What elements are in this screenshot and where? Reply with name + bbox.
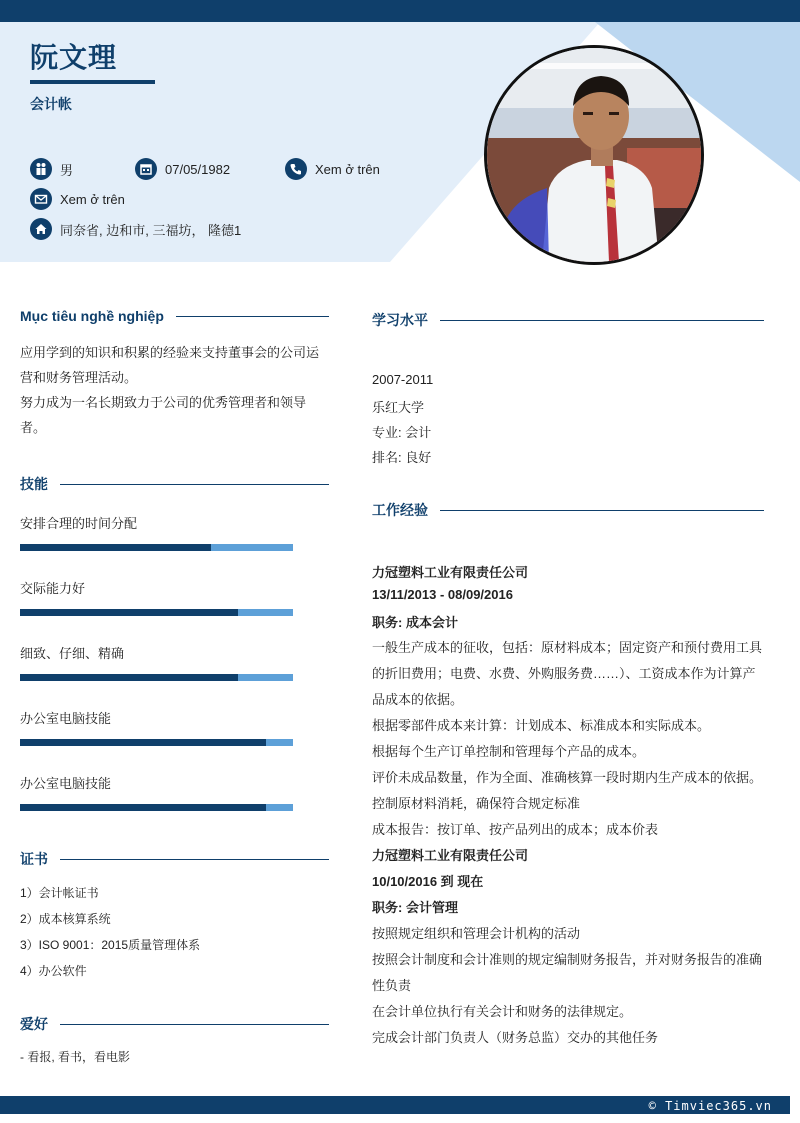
job-duty: 根据零部件成本来计算：计划成本、标准成本和实际成本。 (372, 718, 711, 733)
skill-label: 细致、仔细、精确 (20, 646, 125, 661)
certificate-item: 3）ISO 9001：2015质量管理体系 (20, 938, 201, 952)
skill-bar (20, 544, 293, 551)
skill-bar-fill (20, 609, 238, 616)
skill-bar-fill (20, 804, 266, 811)
skill-label: 办公室电脑技能 (20, 711, 112, 726)
objective-section-title (20, 308, 329, 324)
job-role: 职务: 成本会计 (372, 615, 458, 630)
education-section-title (372, 310, 764, 330)
birthdate-info (135, 158, 230, 180)
certificates-divider (60, 859, 329, 860)
job-duty: 在会计单位执行有关会计和财务的法律规定。 (372, 1004, 633, 1019)
job-duty: 按照会计制度和会计准则的规定编制财务报告，并对财务报告的准确 (372, 952, 763, 967)
education-school: 乐红大学 (372, 400, 425, 415)
skill-bar-fill (20, 739, 266, 746)
skill-bar (20, 674, 293, 681)
skills-section-title (20, 474, 329, 494)
profile-photo (484, 45, 704, 265)
skill-bar (20, 739, 293, 746)
email-info (30, 188, 125, 210)
education-divider (440, 320, 764, 321)
objective-line: 努力成为一名长期致力于公司的优秀管理者和领导 (20, 395, 307, 410)
gender-icon (30, 158, 52, 180)
job-duty: 控制原材料消耗，确保符合规定标准 (372, 796, 581, 811)
job-period: 13/11/2013 - 08/09/2016 (372, 587, 513, 602)
footer-brand: © Timviec365.vn (648, 1099, 772, 1113)
certificate-item: 2）成本核算系统 (20, 912, 111, 926)
email-value: Xem ở trên (60, 191, 125, 207)
skill-bar-fill (20, 544, 211, 551)
skill-bar (20, 609, 293, 616)
experience-section-title (372, 500, 764, 520)
phone-icon (285, 158, 307, 180)
candidate-name: 阮文理 (30, 42, 118, 73)
education-major: 专业: 会计 (372, 425, 432, 440)
job-duty: 成本报告：按订单、按产品列出的成本；成本价表 (372, 822, 659, 837)
objective-line: 者。 (20, 420, 47, 435)
top-bar (0, 0, 800, 22)
hobbies-title: 爱好 (20, 1016, 48, 1032)
job-duty: 的折旧费用；电费、水费、外购服务费……）、工资成本作为计算产 (372, 666, 756, 681)
job-duty: 性负责 (372, 978, 412, 993)
job-duty: 完成会计部门负责人（财务总监）交办的其他任务 (372, 1030, 659, 1045)
home-icon (30, 218, 52, 240)
education-rank: 排名: 良好 (372, 450, 432, 465)
job-period: 10/10/2016 到 现在 (372, 874, 484, 889)
skill-label: 办公室电脑技能 (20, 776, 112, 791)
job-duty: 根据每个生产订单控制和管理每个产品的成本。 (372, 744, 646, 759)
job-position: 会计帐 (30, 96, 72, 112)
birthdate-value: 07/05/1982 (165, 161, 231, 177)
experience-divider (440, 510, 764, 511)
phone-info (285, 158, 380, 180)
mail-icon (30, 188, 52, 210)
education-title: 学习水平 (372, 312, 428, 328)
objective-text (20, 340, 335, 440)
gender-info (30, 158, 73, 180)
certificates-title: 证书 (20, 851, 48, 867)
certificates-section-title (20, 849, 329, 869)
skills-divider (60, 484, 329, 485)
gender-value: 男 (60, 162, 74, 178)
job-duty: 品成本的依据。 (372, 692, 464, 707)
objective-divider (176, 316, 329, 317)
skills-title: 技能 (20, 476, 48, 492)
job-company: 力冠塑料工业有限责任公司 (372, 565, 529, 580)
skill-bar-fill (20, 674, 238, 681)
job-duty: 评价未成品数量，作为全面、准确核算一段时期内生产成本的依据。 (372, 770, 763, 785)
experience-title: 工作经验 (372, 502, 428, 518)
phone-value: Xem ở trên (315, 161, 380, 177)
job-duty: 按照规定组织和管理会计机构的活动 (372, 926, 581, 941)
address-value: 同奈省, 边和市, 三福坊， 隆德1 (60, 222, 242, 238)
skill-label: 安排合理的时间分配 (20, 516, 138, 531)
address-info (30, 218, 241, 240)
job-company: 力冠塑料工业有限责任公司 (372, 848, 529, 863)
objective-line: 营和财务管理活动。 (20, 370, 138, 385)
certificate-item: 1）会计帐证书 (20, 886, 99, 900)
name-underline (30, 80, 155, 84)
job-role: 职务: 会计管理 (372, 900, 458, 915)
skill-label: 交际能力好 (20, 581, 86, 596)
certificate-item: 4）办公软件 (20, 964, 87, 978)
hobbies-divider (60, 1024, 329, 1025)
calendar-icon (135, 158, 157, 180)
job-duty: 一般生产成本的征收，包括：原材料成本；固定资产和预付费用工具 (372, 640, 763, 655)
objective-line: 应用学到的知识和积累的经验来支持董事会的公司运 (20, 345, 320, 360)
hobbies-section-title (20, 1014, 329, 1034)
objective-title: Mục tiêu nghề nghiệp (20, 308, 164, 324)
hobbies-text: - 看报, 看书，看电影 (20, 1050, 130, 1064)
education-period: 2007-2011 (372, 372, 434, 387)
skill-bar (20, 804, 293, 811)
